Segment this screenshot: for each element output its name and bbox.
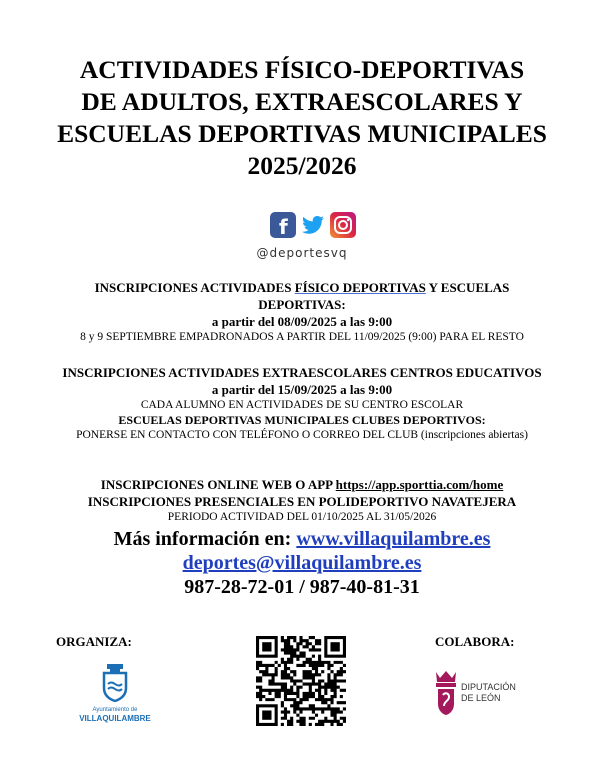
facebook-icon[interactable] (270, 212, 296, 238)
period-line: PERIODO ACTIVIDAD DEL 01/10/2025 AL 31/05/2026 (167, 511, 437, 523)
section1-heading-a: INSCRIPCIONES ACTIVIDADES (94, 280, 295, 295)
section2-clubs-note: PONERSE EN CONTACTO CON TELÉFONO O CORREO DEL CLUB (inscripciones abiertas) (76, 429, 528, 441)
diputacion-crown-lion-icon (433, 670, 459, 716)
title-line-4: 2025/2026 (247, 151, 357, 180)
diputacion-text (461, 682, 516, 704)
diputacion-line-2: DE LEÓN (461, 693, 501, 703)
presencial-line: INSCRIPCIONES PRESENCIALES EN POLIDEPORTIVO NAVATEJERA (87, 494, 517, 509)
qr-code[interactable] (256, 636, 346, 726)
section2-date: a partir del 15/09/2025 a las 9:00 (211, 382, 393, 397)
info-label: Más información en: (113, 528, 297, 550)
website-link[interactable]: www.villaquilambre.es (296, 528, 491, 550)
social-handle[interactable]: @deportesvq (256, 246, 348, 260)
colabora-label: COLABORA: (435, 634, 515, 649)
section-inscripciones (0, 476, 604, 525)
section-fisico-deportivas (0, 279, 604, 345)
instagram-icon[interactable] (330, 212, 356, 238)
ayuntamiento-name: VILLAQUILAMBRE (79, 714, 151, 723)
section1-heading-b: FÍSICO DEPORTIVAS (294, 280, 426, 295)
section1-note: 8 y 9 SEPTIEMBRE EMPADRONADOS A PARTIR DEL 11/09/2025 (9:00) PARA EL RESTO (80, 331, 524, 343)
organiza-label: ORGANIZA: (56, 634, 132, 649)
contact-block (0, 527, 604, 599)
title-line-3: ESCUELAS DEPORTIVAS MUNICIPALES (57, 119, 547, 148)
section-extraescolares (0, 364, 604, 443)
svg-text:f: f (279, 215, 288, 238)
diputacion-line-1: DIPUTACIÓN (461, 682, 516, 692)
page-title (0, 54, 604, 182)
section2-note: CADA ALUMNO EN ACTIVIDADES DE SU CENTRO ESCOLAR (140, 399, 464, 411)
title-line-2: DE ADULTOS, EXTRAESCOLARES Y (81, 87, 523, 116)
section2-clubs-heading: ESCUELAS DEPORTIVAS MUNICIPALES CLUBES DEPORTIVOS: (118, 413, 486, 427)
diputacion-logo (433, 670, 543, 720)
section1-heading-c: Y ESCUELAS (425, 280, 510, 295)
online-label: INSCRIPCIONES ONLINE WEB O APP (100, 477, 336, 492)
online-line (0, 476, 604, 493)
social-icons (270, 212, 356, 238)
ayuntamiento-logo (70, 664, 160, 723)
section1-heading-line2: DEPORTIVAS: (258, 297, 346, 312)
title-line-1: ACTIVIDADES FÍSICO-DEPORTIVAS (79, 55, 525, 84)
ayuntamiento-shield-icon (101, 664, 129, 702)
section2-heading: INSCRIPCIONES ACTIVIDADES EXTRAESCOLARES CENTROS EDUCATIVOS (62, 365, 542, 380)
phone-numbers: 987-28-72-01 / 987-40-81-31 (184, 576, 420, 598)
section1-heading (0, 279, 604, 296)
info-line (0, 527, 604, 551)
ayuntamiento-small-text: Ayuntamiento de (92, 707, 138, 713)
twitter-icon[interactable] (300, 212, 326, 238)
online-url-link[interactable]: https://app.sporttia.com/home (335, 477, 504, 492)
email-link[interactable]: deportes@villaquilambre.es (182, 552, 422, 574)
section1-date: a partir del 08/09/2025 a las 9:00 (211, 314, 393, 329)
